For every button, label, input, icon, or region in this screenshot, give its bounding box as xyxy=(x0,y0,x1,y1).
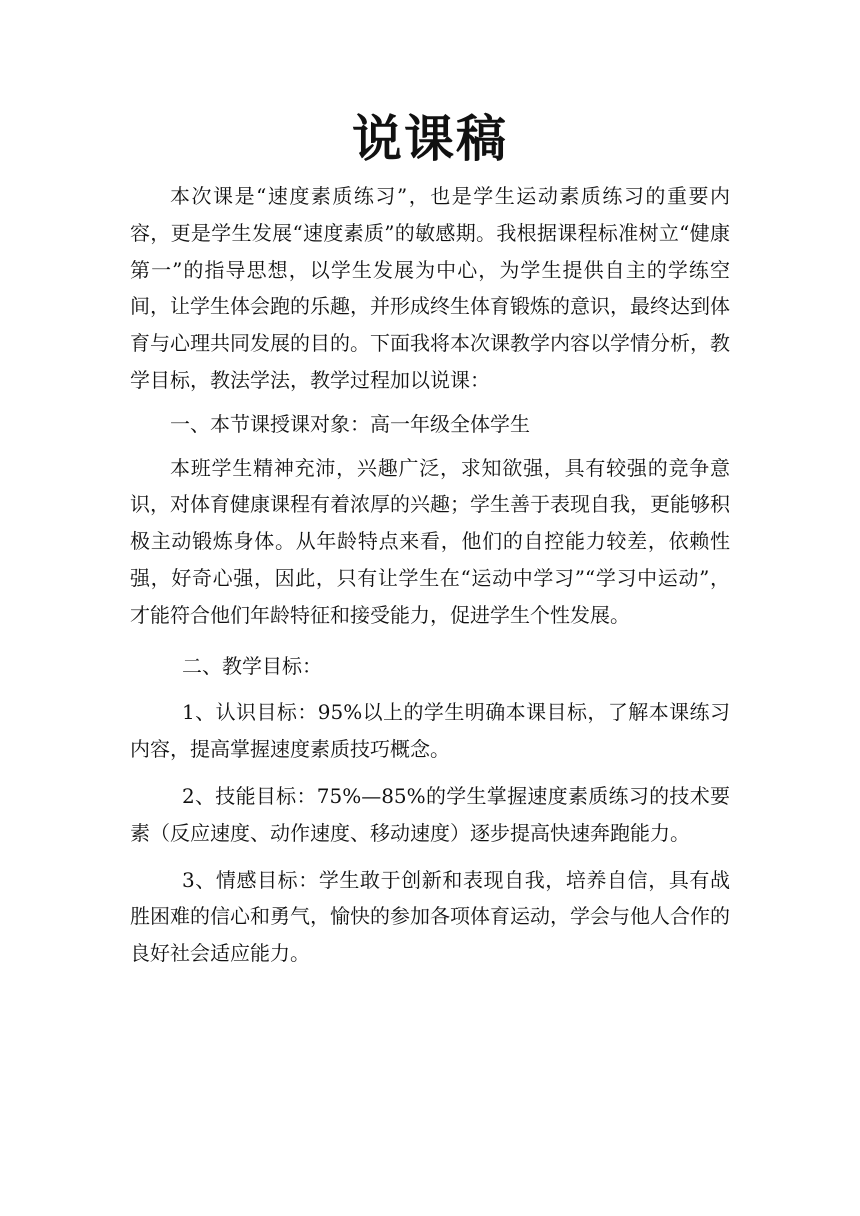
page-title: 说课稿 xyxy=(352,110,508,168)
objective-affective: 3、情感目标：学生敢于创新和表现自我，培养自信，具有战胜困难的信心和勇气，愉快的参加各项体育运动，学会与他人合作的良好社会适应能力。 xyxy=(130,867,730,966)
document-body xyxy=(130,100,730,972)
section-heading-audience: 一、本节课授课对象：高一年级全体学生 xyxy=(170,411,530,436)
section-heading-objectives: 二、教学目标： xyxy=(182,653,322,678)
student-analysis-paragraph: 本班学生精神充沛，兴趣广泛，求知欲强，具有较强的竞争意识，对体育健康课程有着浓厚的兴趣；学生善于表现自我，更能够积极主动锻炼身体。从年龄特点来看，他们的自控能力较差，依赖性强，好奇心强，因此，只有让学生在“运动中学习”“学习中运动”，才能符合他们年龄特征和接受能力，促进学生个性发展。 xyxy=(130,455,730,627)
intro-paragraph: 本次课是“速度素质练习”，也是学生运动素质练习的重要内容，更是学生发展“速度素质”的敏感期。我根据课程标准树立“健康第一”的指导思想，以学生发展为中心，为学生提供自主的学练空间，让学生体会跑的乐趣，并形成终生体育锻炼的意识，最终达到体育与心理共同发展的目的。下面我将本次课教学内容以学情分析，教学目标，教法学法，教学过程加以说课： xyxy=(130,184,730,392)
objective-skill: 2、技能目标：75%—85%的学生掌握速度素质练习的技术要素（反应速度、动作速度、移动速度）逐步提高快速奔跑能力。 xyxy=(130,783,730,845)
objective-cognitive: 1、认识目标：95%以上的学生明确本课目标，了解本课练习内容，提高掌握速度素质技巧概念。 xyxy=(130,700,730,762)
